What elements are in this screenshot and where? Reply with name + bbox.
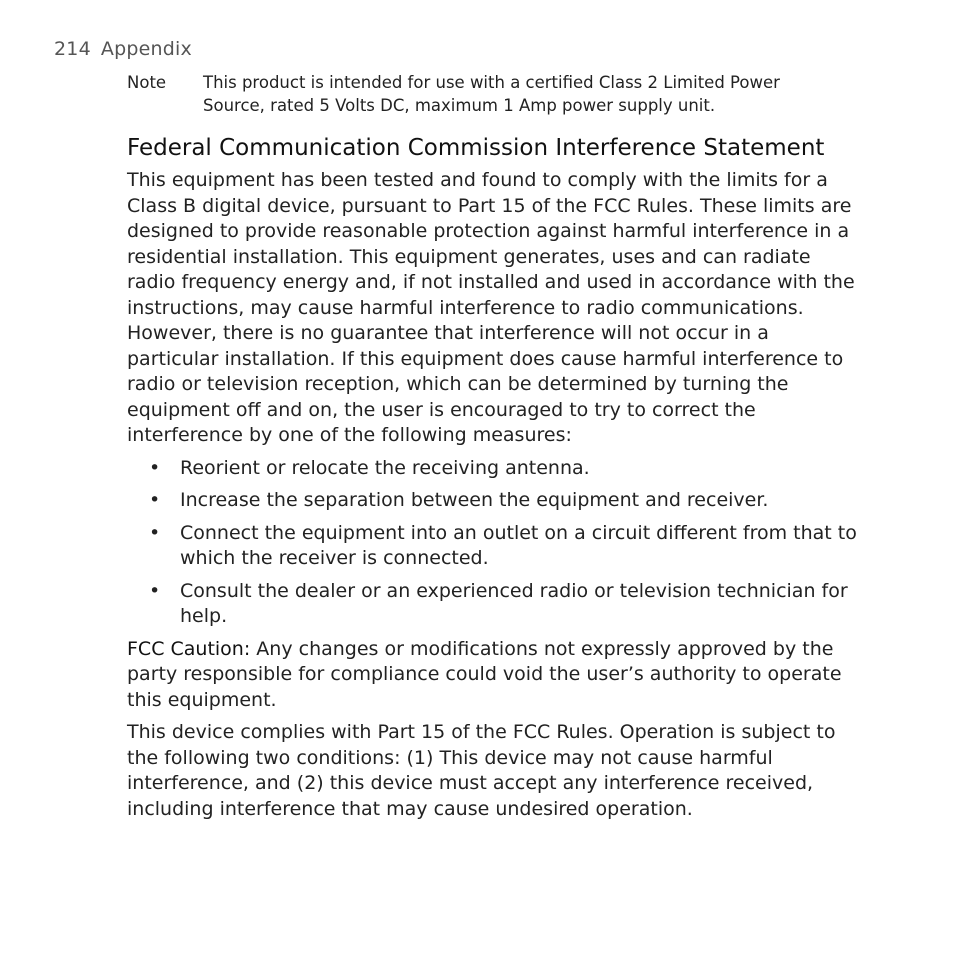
list-item — [127, 488, 862, 514]
intro-paragraph: This equipment has been tested and found to comply with the limits for a Class B digital device, pursuant to Part 15 of the FCC Rules. These limits are designed to provide reasonable protection against harmful interference in a residential installation. This equipment generates, uses and can radiate radio frequency energy and, if not installed and used in accordance with the instructions, may cause harmful interference to radio communications. However, there is no guarantee that interference will not occur in a particular installation. If this equipment does cause harmful interference to radio or television reception, which can be determined by turning the equipment off and on, the user is encouraged to try to correct the interference by one of the following measures: — [127, 169, 855, 446]
list-item-text: Consult the dealer or an experienced radio or television technician for help. — [180, 579, 848, 627]
list-item-text: Connect the equipment into an outlet on a circuit different from that to which the receiver is connected. — [180, 521, 857, 569]
caution-label: FCC Caution: — [127, 637, 251, 660]
note-label: Note — [127, 73, 167, 92]
bullet-dot: • — [149, 521, 161, 544]
note-text: This product is intended for use with a certified Class 2 Limited Power Source, rated 5 Volts DC, maximum 1 Amp power supply unit. — [203, 73, 780, 115]
main-content — [127, 133, 862, 829]
caution-paragraph — [127, 637, 862, 714]
bullet-dot: • — [149, 456, 161, 479]
bullet-dot: • — [149, 489, 161, 511]
list-item — [127, 579, 862, 630]
bullet-dot: • — [149, 579, 161, 602]
compliance-paragraph: This device complies with Part 15 of the FCC Rules. Operation is subject to the following two conditions: (1) This device may not cause harmful interference, and (2) this device must accept any interference received, including interference that may cause undesired operation. — [127, 721, 836, 820]
list-item-text: Increase the separation between the equipment and receiver. — [180, 489, 769, 511]
page-number: 214 — [54, 38, 91, 60]
note-block — [127, 71, 847, 117]
section-name: Appendix — [100, 38, 192, 60]
list-item — [127, 456, 862, 482]
list-item-text: Reorient or relocate the receiving antenna. — [180, 456, 590, 479]
section-heading: Federal Communication Commission Interference Statement — [127, 135, 825, 161]
caution-text: Any changes or modifications not expressly approved by the party responsible for compliance could void the user’s authority to operate this equipment. — [127, 637, 842, 711]
measures-list — [127, 456, 862, 630]
running-header — [54, 38, 192, 60]
list-item — [127, 521, 862, 572]
